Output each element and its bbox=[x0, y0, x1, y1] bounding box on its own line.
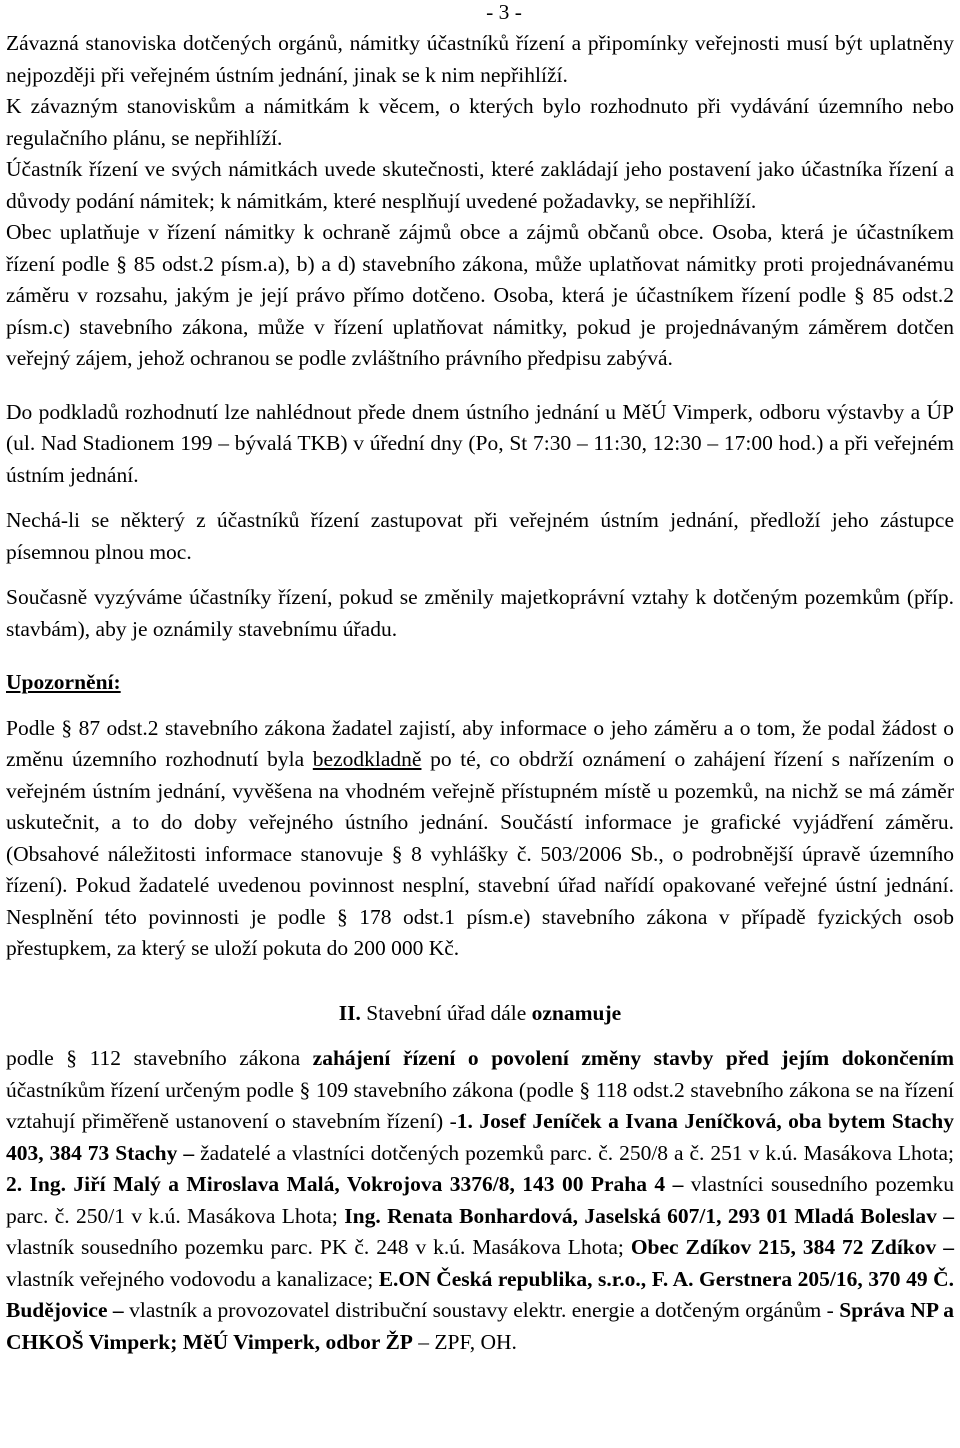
notice-paragraph bbox=[6, 713, 954, 965]
section-heading-text: Stavební úřad dále bbox=[360, 1000, 532, 1025]
section-heading bbox=[6, 998, 954, 1030]
notice-heading: Upozornění: bbox=[6, 670, 121, 694]
notice-underlined: bezodkladně bbox=[312, 747, 422, 771]
final-bold-5: Obec Zdíkov 215, 384 72 Zdíkov – bbox=[630, 1235, 954, 1259]
notice-text-1: Podle § 87 odst.2 stavebního zákona žadatel zajistí, aby informace o jeho záměru a o tom, že podal žádost o změnu územního rozhodnutí byla bbox=[6, 715, 954, 771]
final-text-7: vlastník a provozovatel distribuční soustavy elektr. energie a dotčeným orgánům - bbox=[123, 1298, 840, 1322]
paragraph-documents-access: Do podkladů rozhodnutí lze nahlédnout přede dnem ústního jednání u MěÚ Vimperk, odboru výstavby a ÚP (ul. Nad Stadionem 199 – bývalá TKB) v úřední dny (Po, St 7:30 – 11:30, 12:30 – 17:00 hod.) a při veřejném ústním jednání. bbox=[6, 399, 954, 487]
page-number: - 3 - bbox=[486, 0, 522, 24]
final-text-8: – ZPF, OH. bbox=[412, 1329, 517, 1354]
document-page bbox=[6, 0, 954, 1358]
final-bold-4: Ing. Renata Bonhardová, Jaselská 607/1, 293 01 Mladá Boleslav – bbox=[344, 1203, 954, 1228]
section-verb: oznamuje bbox=[531, 1000, 622, 1025]
final-bold-2: 1. Josef Jeníček a Ivana Jeníčková, oba bytem Stachy 403, 384 73 Stachy – bbox=[6, 1109, 954, 1165]
final-text-6: vlastník veřejného vodovodu a kanalizace; bbox=[6, 1266, 379, 1291]
notice-text-2: po té, co obdrží oznámení o zahájení řízení s nařízením o veřejném ústním jednání, vyvěšena na vhodném veřejně přístupném místě u pozemků, na nichž se má záměr uskutečnit, a to do doby veřejného ústního jednání. Součástí informace je grafické vyjádření záměru. (Obsahové náležitosti informace stanovuje § 8 vyhlášky č. 503/2006 Sb., o podrobnější úpravě územního řízení). Pokud žadatelé uvedenou povinnost nesplní, stavební úřad nařídí opakované veřejné ústní jednání. Nesplnění této povinnosti je podle § 178 odst.1 písm.e) stavebního zákona v případě fyzických osob přestupkem, za který se uloží pokuta do 200 000 Kč. bbox=[6, 747, 954, 960]
final-text-2: účastníkům řízení určeným podle § 109 stavebního zákona (podle § 118 odst.2 stavebního zákona se na řízení vztahují přiměřeně ustanovení o stavebním řízení) - bbox=[6, 1077, 954, 1133]
final-text-5: vlastník sousedního pozemku parc. PK č. 248 v k.ú. Masákova Lhota; bbox=[6, 1235, 631, 1259]
final-paragraph bbox=[6, 1043, 954, 1358]
paragraph-plan-objections: K závazným stanoviskům a námitkám k věcem, o kterých bylo rozhodnuto při vydávání územního nebo regulačního plánu, se nepřihlíží. bbox=[6, 94, 954, 150]
final-bold-1: zahájení řízení o povolení změny stavby před jejím dokončením bbox=[312, 1046, 954, 1070]
paragraph-municipality-objections: Obec uplatňuje v řízení námitky k ochraně zájmů obce a zájmů občanů obce. Osoba, která je účastníkem řízení podle § 85 odst.2 písm.a), b) a d) stavebního zákona, může uplatňovat námitky proti projednávanému záměru v rozsahu, jakým je její právo přímo dotčeno. Osoba, která je účastníkem řízení podle § 85 odst.2 písm.c) stavebního zákona, může v řízení uplatňovat námitky, pokud je projednávaným záměrem dotčen veřejný zájem, jehož ochranou se podle zvláštního právního předpisu zabývá. bbox=[6, 220, 954, 370]
final-text-1: podle § 112 stavebního zákona bbox=[6, 1046, 313, 1070]
paragraph-deadline: Závazná stanoviska dotčených orgánů, námitky účastníků řízení a připomínky veřejnosti musí být uplatněny nejpozději při veřejném ústním jednání, jinak se k nim nepřihlíží. bbox=[6, 31, 954, 87]
final-bold-3: 2. Ing. Jiří Malý a Miroslava Malá, Vokrojova 3376/8, 143 00 Praha 4 – bbox=[6, 1172, 684, 1196]
paragraph-ownership-change: Současně vyzýváme účastníky řízení, pokud se změnily majetkoprávní vztahy k dotčeným pozemkům (příp. stavbám), aby je oznámily stavebnímu úřadu. bbox=[6, 585, 954, 641]
final-bold-6: E.ON Česká republika, s.r.o., F. A. Gerstnera 205/16, 370 49 Č. Budějovice – bbox=[6, 1266, 954, 1322]
final-bold-7: Správa NP a CHKOŠ Vimperk; MěÚ Vimperk, odbor ŽP bbox=[6, 1298, 954, 1354]
final-text-3: žadatelé a vlastníci dotčených pozemků parc. č. 250/8 a č. 251 v k.ú. Masákova Lhota; bbox=[194, 1140, 954, 1165]
section-numeral: II. bbox=[338, 1000, 361, 1025]
paragraph-participant-objections: Účastník řízení ve svých námitkách uvede skutečnosti, které zakládají jeho postavení jako účastníka řízení a důvody podání námitek; k námitkám, které nesplňují uvedené požadavky, se nepřihlíží. bbox=[6, 157, 954, 213]
final-text-4: vlastníci sousedního pozemku parc. č. 250/1 v k.ú. Masákova Lhota; bbox=[6, 1172, 955, 1228]
paragraph-representation: Nechá-li se některý z účastníků řízení zastupovat při veřejném ústním jednání, předloží jeho zástupce písemnou plnou moc. bbox=[6, 508, 954, 564]
